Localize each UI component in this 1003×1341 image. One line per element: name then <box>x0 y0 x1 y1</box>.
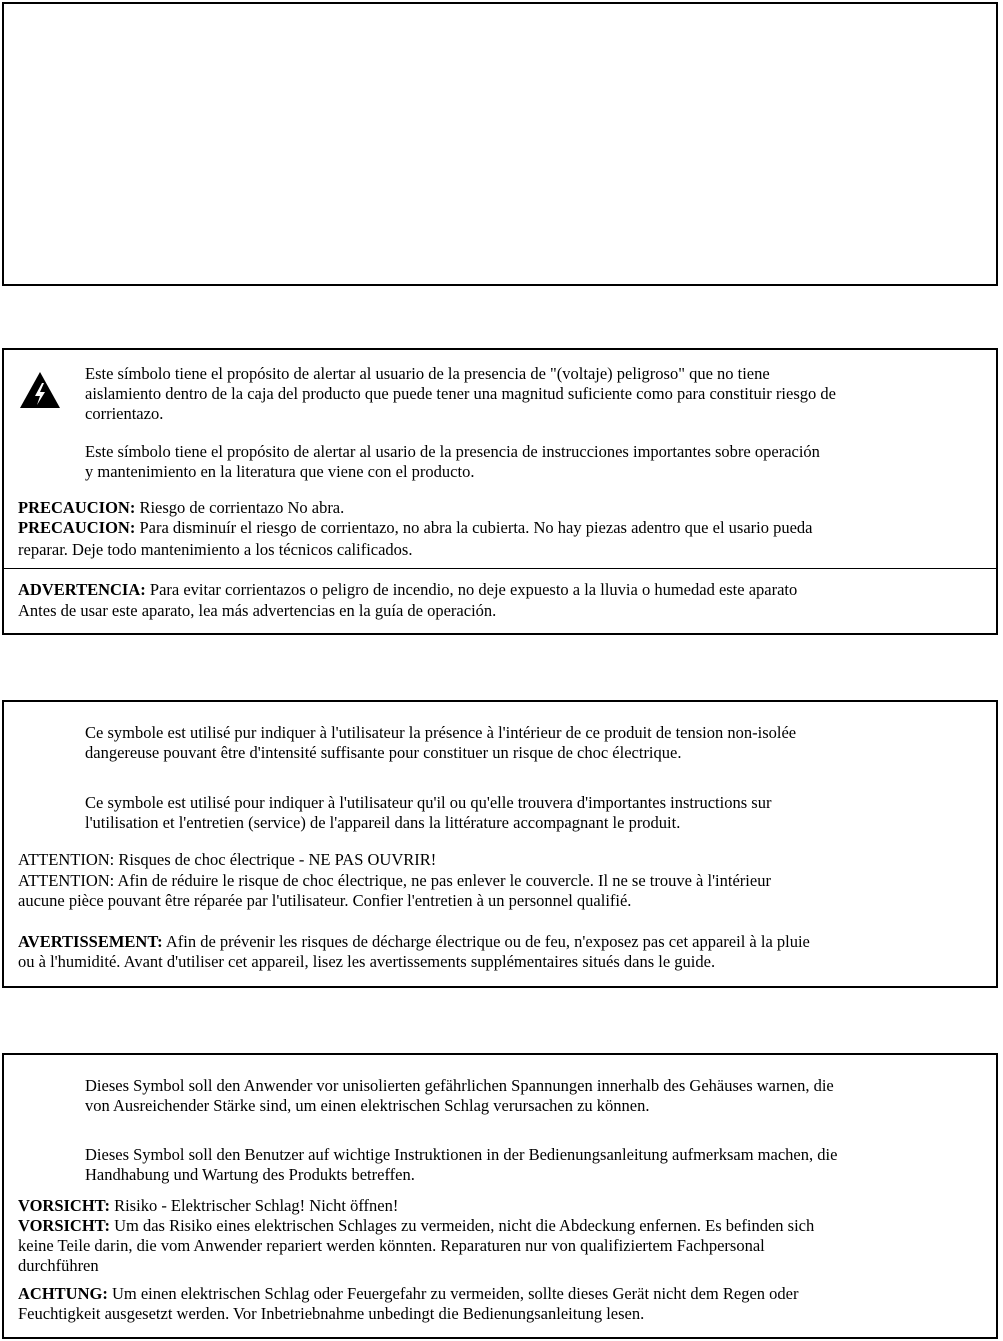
spanish-line-5: y mantenimiento en la literatura que viene con el producto. <box>85 462 475 481</box>
precaucion-2-line-2: reparar. Deje todo mantenimiento a los técnicos calificados. <box>18 540 413 559</box>
achtung-text: Um einen elektrischen Schlag oder Feuergefahr zu vermeiden, sollte dieses Gerät nicht dem Regen oder <box>111 1284 799 1303</box>
precaucion-1 <box>18 498 344 518</box>
advertencia-text: Para evitar corrientazos o peligro de incendio, no deje expuesto a la lluvia o humedad este aparato <box>149 580 798 599</box>
spanish-line-2: aislamiento dentro de la caja del producto que puede tener una magnitud suficiente como para constituir riesgo de <box>85 384 836 403</box>
german-warning-box <box>2 1053 998 1339</box>
achtung-label: ACHTUNG: <box>18 1284 108 1303</box>
precaucion-2 <box>18 518 813 538</box>
advertencia <box>18 580 797 600</box>
precaucion-2-label: PRECAUCION: <box>18 518 136 537</box>
french-line-7: aucune pièce pouvant être réparée par l'utilisateur. Confier l'entretien à un personnel qualifié. <box>18 891 632 910</box>
german-line-2: von Ausreichender Stärke sind, um einen elektrischen Schlag verursachen zu können. <box>85 1096 650 1115</box>
spanish-line-3: corrientazo. <box>85 404 164 423</box>
avertissement-line-2: ou à l'humidité. Avant d'utiliser cet appareil, lisez les avertissements supplémentaires situés dans le guide. <box>18 952 716 971</box>
french-line-3: Ce symbole est utilisé pour indiquer à l'utilisateur qu'il ou qu'elle trouvera d'importantes instructions sur <box>85 793 772 812</box>
french-warning-box <box>2 700 998 988</box>
divider <box>4 568 996 569</box>
french-line-2: dangereuse pouvant être d'intensité suffisante pour constituer un risque de choc électrique. <box>85 743 682 762</box>
vorsicht-1-label: VORSICHT: <box>18 1196 110 1215</box>
vorsicht-2-label: VORSICHT: <box>18 1216 110 1235</box>
precaucion-1-label: PRECAUCION: <box>18 498 136 517</box>
german-line-1: Dieses Symbol soll den Anwender vor unisolierten gefährlichen Spannungen innerhalb des Gehäuses warnen, die <box>85 1076 834 1095</box>
avertissement <box>18 932 810 952</box>
english-warning-box <box>2 2 998 286</box>
vorsicht-2-line-3: durchführen <box>18 1256 99 1275</box>
achtung-line-2: Feuchtigkeit ausgesetzt werden. Vor Inbetriebnahme unbedingt die Bedienungsanleitung lesen. <box>18 1304 645 1323</box>
spanish-line-4: Este símbolo tiene el propósito de alertar al usario de la presencia de instrucciones importantes sobre operación <box>85 442 820 461</box>
french-line-6: ATTENTION: Afin de réduire le risque de choc électrique, ne pas enlever le couvercle. Il ne se trouve à l'intérieur <box>18 871 771 890</box>
precaucion-1-text: Riesgo de corrientazo No abra. <box>139 498 345 517</box>
avertissement-label: AVERTISSEMENT: <box>18 932 163 951</box>
lightning-warning-icon <box>18 370 62 410</box>
precaucion-2-text: Para disminuír el riesgo de corrientazo, no abra la cubierta. No hay piezas adentro que el usario pueda <box>139 518 813 537</box>
avertissement-text: Afin de prévenir les risques de décharge électrique ou de feu, n'exposez pas cet appareil à la pluie <box>165 932 810 951</box>
achtung <box>18 1284 798 1304</box>
spanish-line-1: Este símbolo tiene el propósito de alertar al usuario de la presencia de "(voltaje) peligroso" que no tiene <box>85 364 770 383</box>
vorsicht-2 <box>18 1216 814 1236</box>
advertencia-label: ADVERTENCIA: <box>18 580 146 599</box>
advertencia-line-2: Antes de usar este aparato, lea más advertencias en la guía de operación. <box>18 601 497 620</box>
vorsicht-1-text: Risiko - Elektrischer Schlag! Nicht öffnen! <box>114 1196 399 1215</box>
german-line-4: Handhabung und Wartung des Produkts betreffen. <box>85 1165 415 1184</box>
french-line-4: l'utilisation et l'entretien (service) de l'appareil dans la littérature accompagnant le produit. <box>85 813 681 832</box>
vorsicht-1 <box>18 1196 398 1216</box>
spanish-warning-box <box>2 348 998 635</box>
german-line-3: Dieses Symbol soll den Benutzer auf wichtige Instruktionen in der Bedienungsanleitung aufmerksam machen, die <box>85 1145 838 1164</box>
french-line-5: ATTENTION: Risques de choc électrique - NE PAS OUVRIR! <box>18 850 437 869</box>
french-line-1: Ce symbole est utilisé pur indiquer à l'utilisateur la présence à l'intérieur de ce produit de tension non-isolée <box>85 723 797 742</box>
vorsicht-2-text: Um das Risiko eines elektrischen Schlages zu vermeiden, nicht die Abdeckung enfernen. Es befinden sich <box>114 1216 815 1235</box>
vorsicht-2-line-2: keine Teile darin, die vom Anwender repariert werden könnten. Reparaturen nur von qualifiziertem Fachpersonal <box>18 1236 765 1255</box>
